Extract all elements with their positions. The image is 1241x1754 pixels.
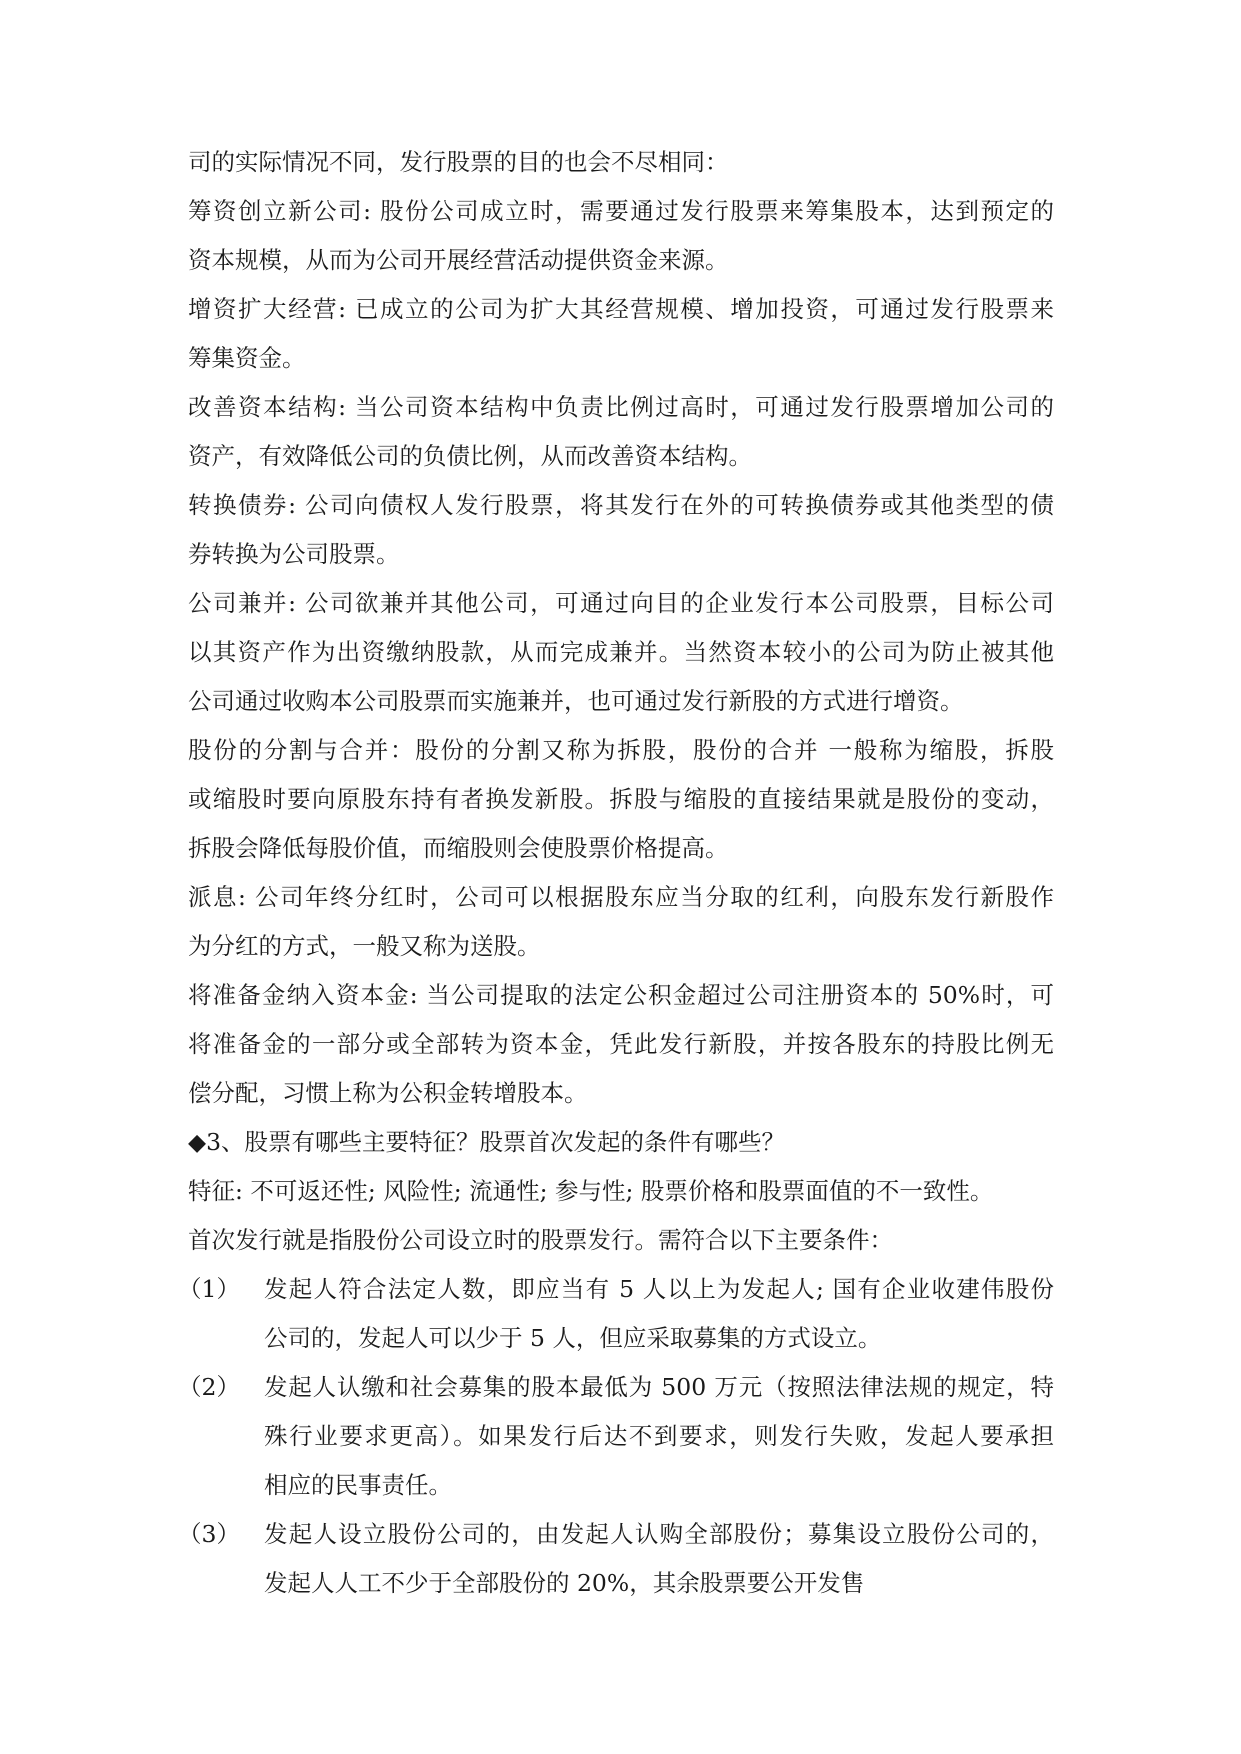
list-item-number: （2） (178, 1373, 240, 1401)
text-line: 发起人认缴和社会募集的股本最低为 500 万元（按照法律法规的规定，特 (264, 1373, 1054, 1401)
document-page (178, 138, 1054, 1608)
paragraph-new-company (188, 187, 1054, 285)
text-line: 偿分配，习惯上称为公积金转增股本。 (188, 1079, 588, 1107)
text-line: 为分红的方式，一般又称为送股。 (188, 932, 541, 960)
text-line: 筹资创立新公司: 股份公司成立时，需要通过发行股票来筹集股本，达到预定的 (188, 197, 1054, 225)
text-line: 发起人符合法定人数，即应当有 5 人以上为发起人; 国有企业收建伟股份 (264, 1275, 1054, 1303)
paragraph-expand (188, 285, 1054, 383)
text-line: 增资扩大经营: 已成立的公司为扩大其经营规模、增加投资，可通过发行股票来 (188, 295, 1054, 323)
text-line: 资产，有效降低公司的负债比例，从而改善资本结构。 (188, 442, 752, 470)
text-line: ◆3、股票有哪些主要特征？股票首次发起的条件有哪些？ (188, 1128, 786, 1156)
list-item-number: （1） (178, 1275, 240, 1303)
text-line: 司的实际情况不同，发行股票的目的也会不尽相同： (188, 148, 729, 176)
paragraph-convert-bonds (188, 481, 1054, 579)
paragraph-merger (188, 579, 1054, 726)
text-line: 相应的民事责任。 (264, 1471, 452, 1499)
text-line: 派息: 公司年终分红时，公司可以根据股东应当分取的红利，向股东发行新股作 (188, 883, 1054, 911)
text-line: 公司兼并: 公司欲兼并其他公司，可通过向目的企业发行本公司股票，目标公司 (188, 589, 1054, 617)
text-line: 转换债券: 公司向债权人发行股票，将其发行在外的可转换债券或其他类型的债 (188, 491, 1054, 519)
text-line: 或缩股时要向原股东持有者换发新股。拆股与缩股的直接结果就是股份的变动， (188, 785, 1054, 813)
list-item (178, 1510, 1054, 1608)
text-line: 发起人人工不少于全部股份的 20%，其余股票要公开发售 (264, 1569, 865, 1597)
list-item-number: （3） (178, 1520, 240, 1548)
text-line: 殊行业要求更高）。如果发行后达不到要求，则发行失败，发起人要承担 (264, 1422, 1054, 1450)
text-line: 将准备金纳入资本金: 当公司提取的法定公积金超过公司注册资本的 50%时，可 (188, 981, 1054, 1009)
paragraph-first-issue (188, 1216, 1054, 1265)
text-line: 将准备金的一部分或全部转为资本金，凭此发行新股，并按各股东的持股比例无 (188, 1030, 1054, 1058)
list-item (178, 1363, 1054, 1510)
paragraph-split-merge (188, 726, 1054, 873)
paragraph-dividend (188, 873, 1054, 971)
text-line: 公司的，发起人可以少于 5 人，但应采取募集的方式设立。 (264, 1324, 882, 1352)
text-line: 以其资产作为出资缴纳股款，从而完成兼并。当然资本较小的公司为防止被其他 (188, 638, 1054, 666)
text-line: 公司通过收购本公司股票而实施兼并，也可通过发行新股的方式进行增资。 (188, 687, 964, 715)
text-line: 股份的分割与合并：股份的分割又称为拆股，股份的合并 一般称为缩股，拆股 (188, 736, 1054, 764)
text-line: 发起人设立股份公司的，由发起人认购全部股份；募集设立股份公司的， (264, 1520, 1054, 1548)
text-line: 券转换为公司股票。 (188, 540, 400, 568)
text-line: 改善资本结构: 当公司资本结构中负责比例过高时，可通过发行股票增加公司的 (188, 393, 1054, 421)
text-line: 特征: 不可返还性; 风险性; 流通性; 参与性; 股票价格和股票面值的不一致性。 (188, 1177, 994, 1205)
text-line: 首次发行就是指股份公司设立时的股票发行。需符合以下主要条件： (188, 1226, 893, 1254)
paragraph-intro (188, 138, 1054, 187)
paragraph-reserve (188, 971, 1054, 1118)
question-heading (188, 1118, 1054, 1167)
list-item (178, 1265, 1054, 1363)
text-line: 资本规模，从而为公司开展经营活动提供资金来源。 (188, 246, 729, 274)
text-line: 拆股会降低每股价值，而缩股则会使股票价格提高。 (188, 834, 729, 862)
paragraph-capital-structure (188, 383, 1054, 481)
text-line: 筹集资金。 (188, 344, 306, 372)
paragraph-features (188, 1167, 1054, 1216)
